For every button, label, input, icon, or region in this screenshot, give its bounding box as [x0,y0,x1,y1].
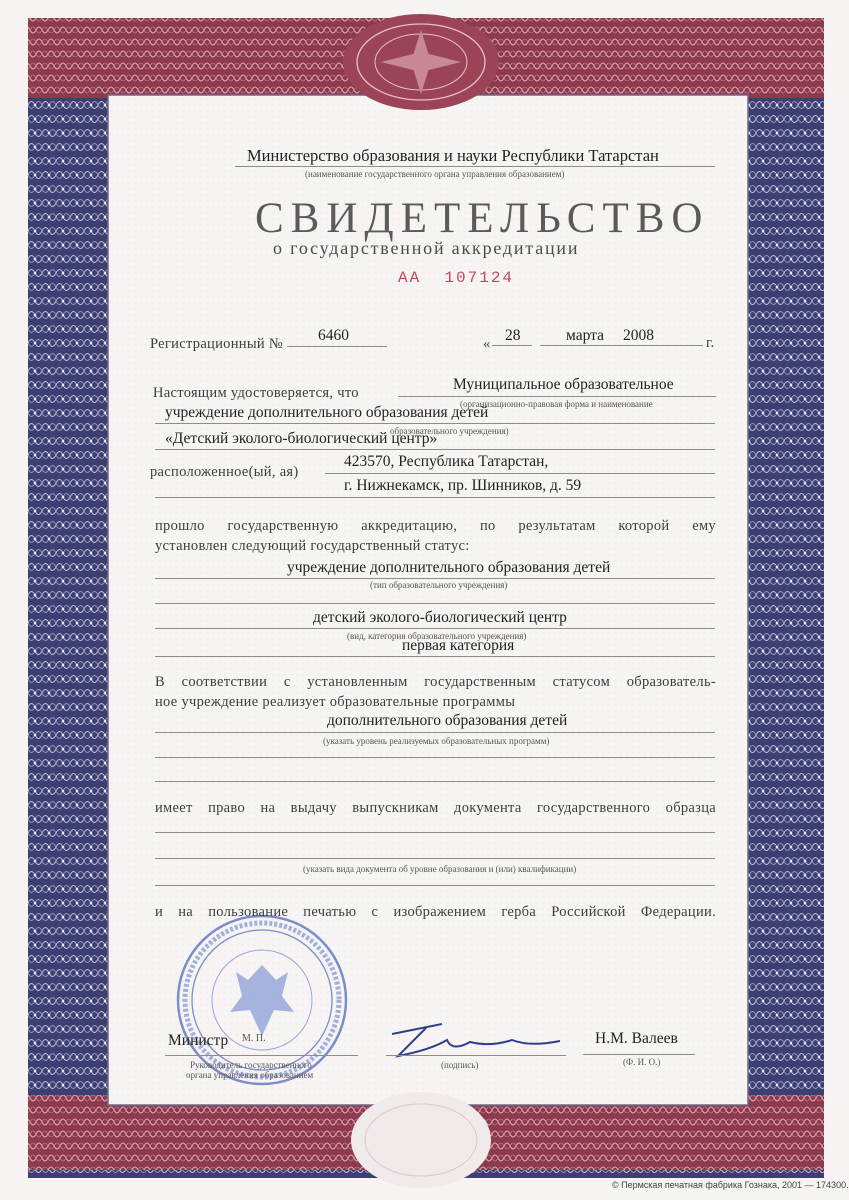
org-underline-1 [398,396,716,397]
programs-value: дополнительного образования детей [327,712,568,729]
institution-category: первая категория [402,637,515,654]
org-line-3: «Детский эколого-биологический центр» [165,430,438,447]
minister-title: Министр [168,1032,229,1049]
month-underline [540,345,703,346]
passed-text-2: установлен следующий государственный статус: [155,538,470,554]
institution-type: учреждение дополнительного образования детей [287,559,611,576]
passed-text-1: прошло государственную аккредитацию, по результатам которой ему [155,518,716,534]
reg-underline [287,346,387,347]
series: АА [398,269,422,287]
document-subtitle: о государственной аккредитации [273,238,580,258]
org-line-1: Муниципальное образовательное [453,376,674,393]
org-hint-2: образовательного учреждения) [390,426,509,436]
signer-underline [583,1054,695,1055]
signature-underline [386,1055,566,1056]
blank-underline-2 [155,757,715,758]
number: 107124 [444,269,515,287]
fio-hint: (Ф. И. О.) [623,1057,661,1067]
programs-underline [155,732,715,733]
address-line-1: 423570, Республика Татарстан, [344,453,549,470]
authority-underline [235,166,715,167]
date-quote: « [483,336,491,352]
head-hint-1: Руководитель государственного [190,1060,312,1070]
diploma-underline-1 [155,832,715,833]
type-hint: (тип образовательного учреждения) [370,580,508,590]
address-underline-1 [325,473,715,474]
date-day: 28 [505,327,521,344]
certifies-label: Настоящим удостоверяется, что [153,385,359,401]
diploma-underline-3 [155,885,715,886]
document-title: СВИДЕТЕЛЬСТВО [255,195,710,242]
seal-text: и на пользование печатью с изображением герба Российской Федерации. [155,904,716,920]
org-hint-1: (организационно-правовая форма и наименование [460,399,653,409]
authority-hint: (наименование государственного органа управления образованием) [305,169,565,179]
issuing-authority: Министерство образования и науки Республики Татарстан [247,146,659,165]
signature-hint: (подпись) [441,1060,479,1070]
org-line-2: учреждение дополнительного образования детей [165,404,489,421]
kind-underline [155,628,715,629]
head-hint-2: органа управления образованием [186,1070,314,1080]
minister-underline [165,1055,358,1056]
address-line-2: г. Нижнекамск, пр. Шинников, д. 59 [344,477,582,494]
org-underline-3 [155,449,715,450]
diploma-hint: (указать вида документа об уровне образования и (или) квалификации) [303,864,577,874]
programs-hint: (указать уровень реализуемых образовательных программ) [323,736,550,746]
programs-text-2: ное учреждение реализует образовательные программы [155,694,516,710]
type-underline [155,578,715,579]
day-underline [492,345,532,346]
date-suffix: г. [706,335,715,351]
printer-imprint: © Пермская печатная фабрика Гознака, 2001 — 174300. [612,1180,849,1190]
date-month: марта [566,327,604,344]
diploma-underline-2 [155,858,715,859]
signer-name: Н.М. Валеев [595,1030,678,1047]
registration-label: Регистрационный № [150,336,284,352]
diploma-text: имеет право на выдачу выпускникам документа государственного образца [155,800,716,816]
registration-number: 6460 [318,327,349,344]
address-underline-2 [155,497,715,498]
stamp-place-label: М. П. [242,1033,266,1044]
institution-kind: детский эколого-биологический центр [313,609,567,626]
kind-hint: (вид, категория образовательного учреждения) [347,631,527,641]
location-label: расположенное(ый, ая) [150,464,299,480]
category-underline [155,656,715,657]
series-number [398,269,514,287]
blank-underline-3 [155,781,715,782]
blank-underline-1 [155,603,715,604]
programs-text-1: В соответствии с установленным государственным статусом образователь- [155,674,716,690]
org-underline-2 [155,423,715,424]
date-year: 2008 [623,327,654,344]
